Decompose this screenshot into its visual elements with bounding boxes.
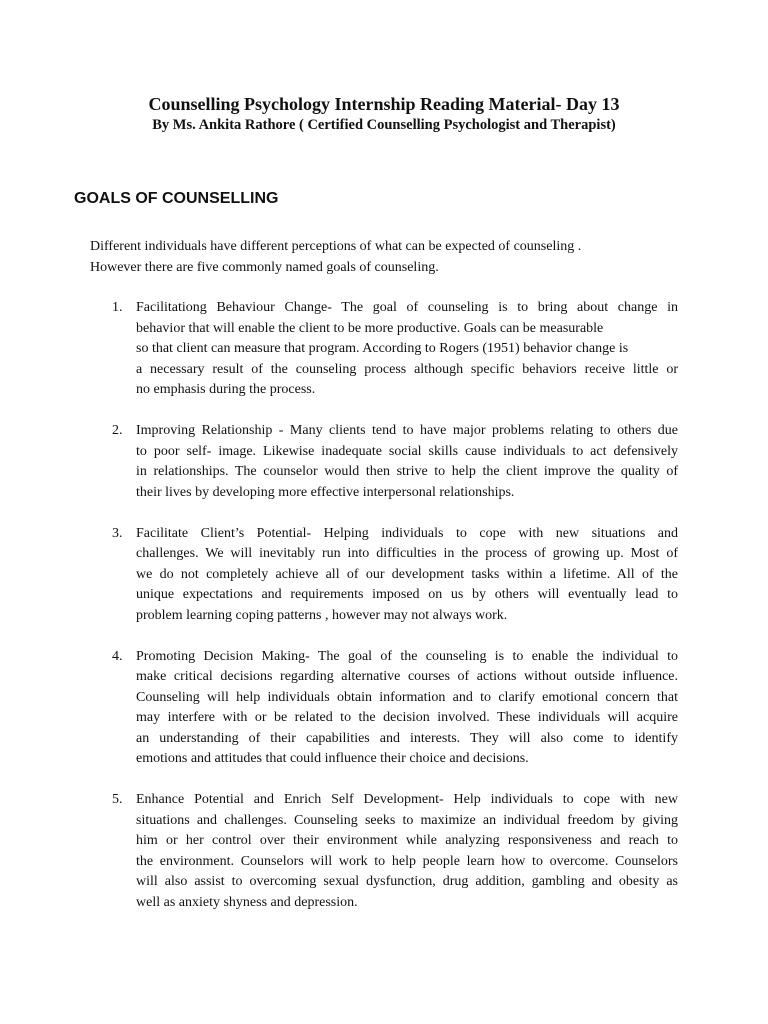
goal-line: Facilitate Client’s Potential- Helping individuals to cope with new situations and	[136, 525, 678, 541]
goal-line: him or her control over their environment while analyzing responsiveness and reach to	[136, 833, 678, 848]
intro-line: Different individuals have different perceptions of what can be expected of counseling .	[90, 239, 582, 254]
goal-line: no emphasis during the process.	[136, 382, 316, 397]
goal-line: a necessary result of the counseling process although specific behaviors receive little or	[136, 361, 678, 377]
goal-line: Counseling will help individuals obtain information and to clarify emotional concern that	[136, 689, 678, 705]
document-byline: By Ms. Ankita Rathore ( Certified Counselling Psychologist and Therapist)	[152, 117, 616, 133]
goals-list	[0, 298, 768, 934]
goal-item	[0, 298, 768, 401]
goal-item	[0, 524, 768, 627]
goal-line: we do not completely achieve all of our development tasks within a lifetime. All of the	[136, 566, 678, 582]
intro-line: However there are five commonly named goals of counseling.	[90, 259, 439, 275]
goal-line: so that client can measure that program. According to Rogers (1951) behavior change is	[136, 341, 629, 356]
goal-line: well as anxiety shyness and depression.	[136, 894, 358, 910]
goal-text	[136, 298, 678, 401]
goal-text	[136, 790, 678, 913]
goal-item	[0, 421, 768, 503]
goal-line: unique expectations and requirements imposed on us by others will eventually lead to	[136, 587, 678, 602]
goal-line: situations and challenges. Counseling seeks to maximize an individual freedom by giving	[136, 812, 678, 828]
goal-number: 5.	[112, 792, 123, 807]
goal-line: will also assist to overcoming sexual dysfunction, drug addition, gambling and obesity as	[136, 874, 678, 889]
goal-line: an understanding of their capabilities and interests. They will also come to identify	[136, 730, 678, 746]
goal-text	[136, 421, 678, 503]
goal-line: their lives by developing more effective interpersonal relationships.	[136, 484, 515, 500]
goal-line: to poor self- image. Likewise inadequate social skills cause individuals to act defensively	[136, 443, 678, 459]
goal-line: in relationships. The counselor would then strive to help the client improve the quality of	[136, 464, 678, 479]
document-title: Counselling Psychology Internship Reading Material- Day 13	[148, 94, 620, 114]
goal-text	[136, 524, 678, 627]
goal-line: behavior that will enable the client to be more productive. Goals can be measurable	[136, 320, 604, 336]
goal-text	[136, 647, 678, 770]
section-heading: GOALS OF COUNSELLING	[74, 190, 279, 207]
goal-item	[0, 790, 768, 913]
goal-line: Improving Relationship - Many clients tend to have major problems relating to others due	[136, 423, 678, 438]
goal-line: problem learning coping patterns , however may not always work.	[136, 607, 508, 623]
goal-line: may interfere with or be related to the decision involved. These individuals will acquire	[136, 710, 678, 725]
intro-paragraph	[90, 237, 690, 278]
goal-line: Facilitationg Behaviour Change- The goal of counseling is to bring about change in	[136, 300, 678, 315]
goal-item	[0, 647, 768, 770]
goal-number: 1.	[112, 300, 123, 315]
goal-number: 4.	[112, 648, 123, 664]
goal-line: emotions and attitudes that could influence their choice and decisions.	[136, 751, 529, 766]
goal-line: challenges. We will inevitably run into difficulties in the process of growing up. Most of	[136, 546, 678, 561]
goal-number: 2.	[112, 423, 123, 438]
goal-line: Promoting Decision Making- The goal of the counseling is to enable the individual to	[136, 648, 678, 664]
goal-line: Enhance Potential and Enrich Self Development- Help individuals to cope with new	[136, 792, 678, 807]
goal-line: the environment. Counselors will work to help people learn how to overcome. Counselors	[136, 853, 678, 869]
goal-line: make critical decisions regarding alternative courses of actions without outside influence.	[136, 669, 678, 684]
goal-number: 3.	[112, 525, 123, 541]
